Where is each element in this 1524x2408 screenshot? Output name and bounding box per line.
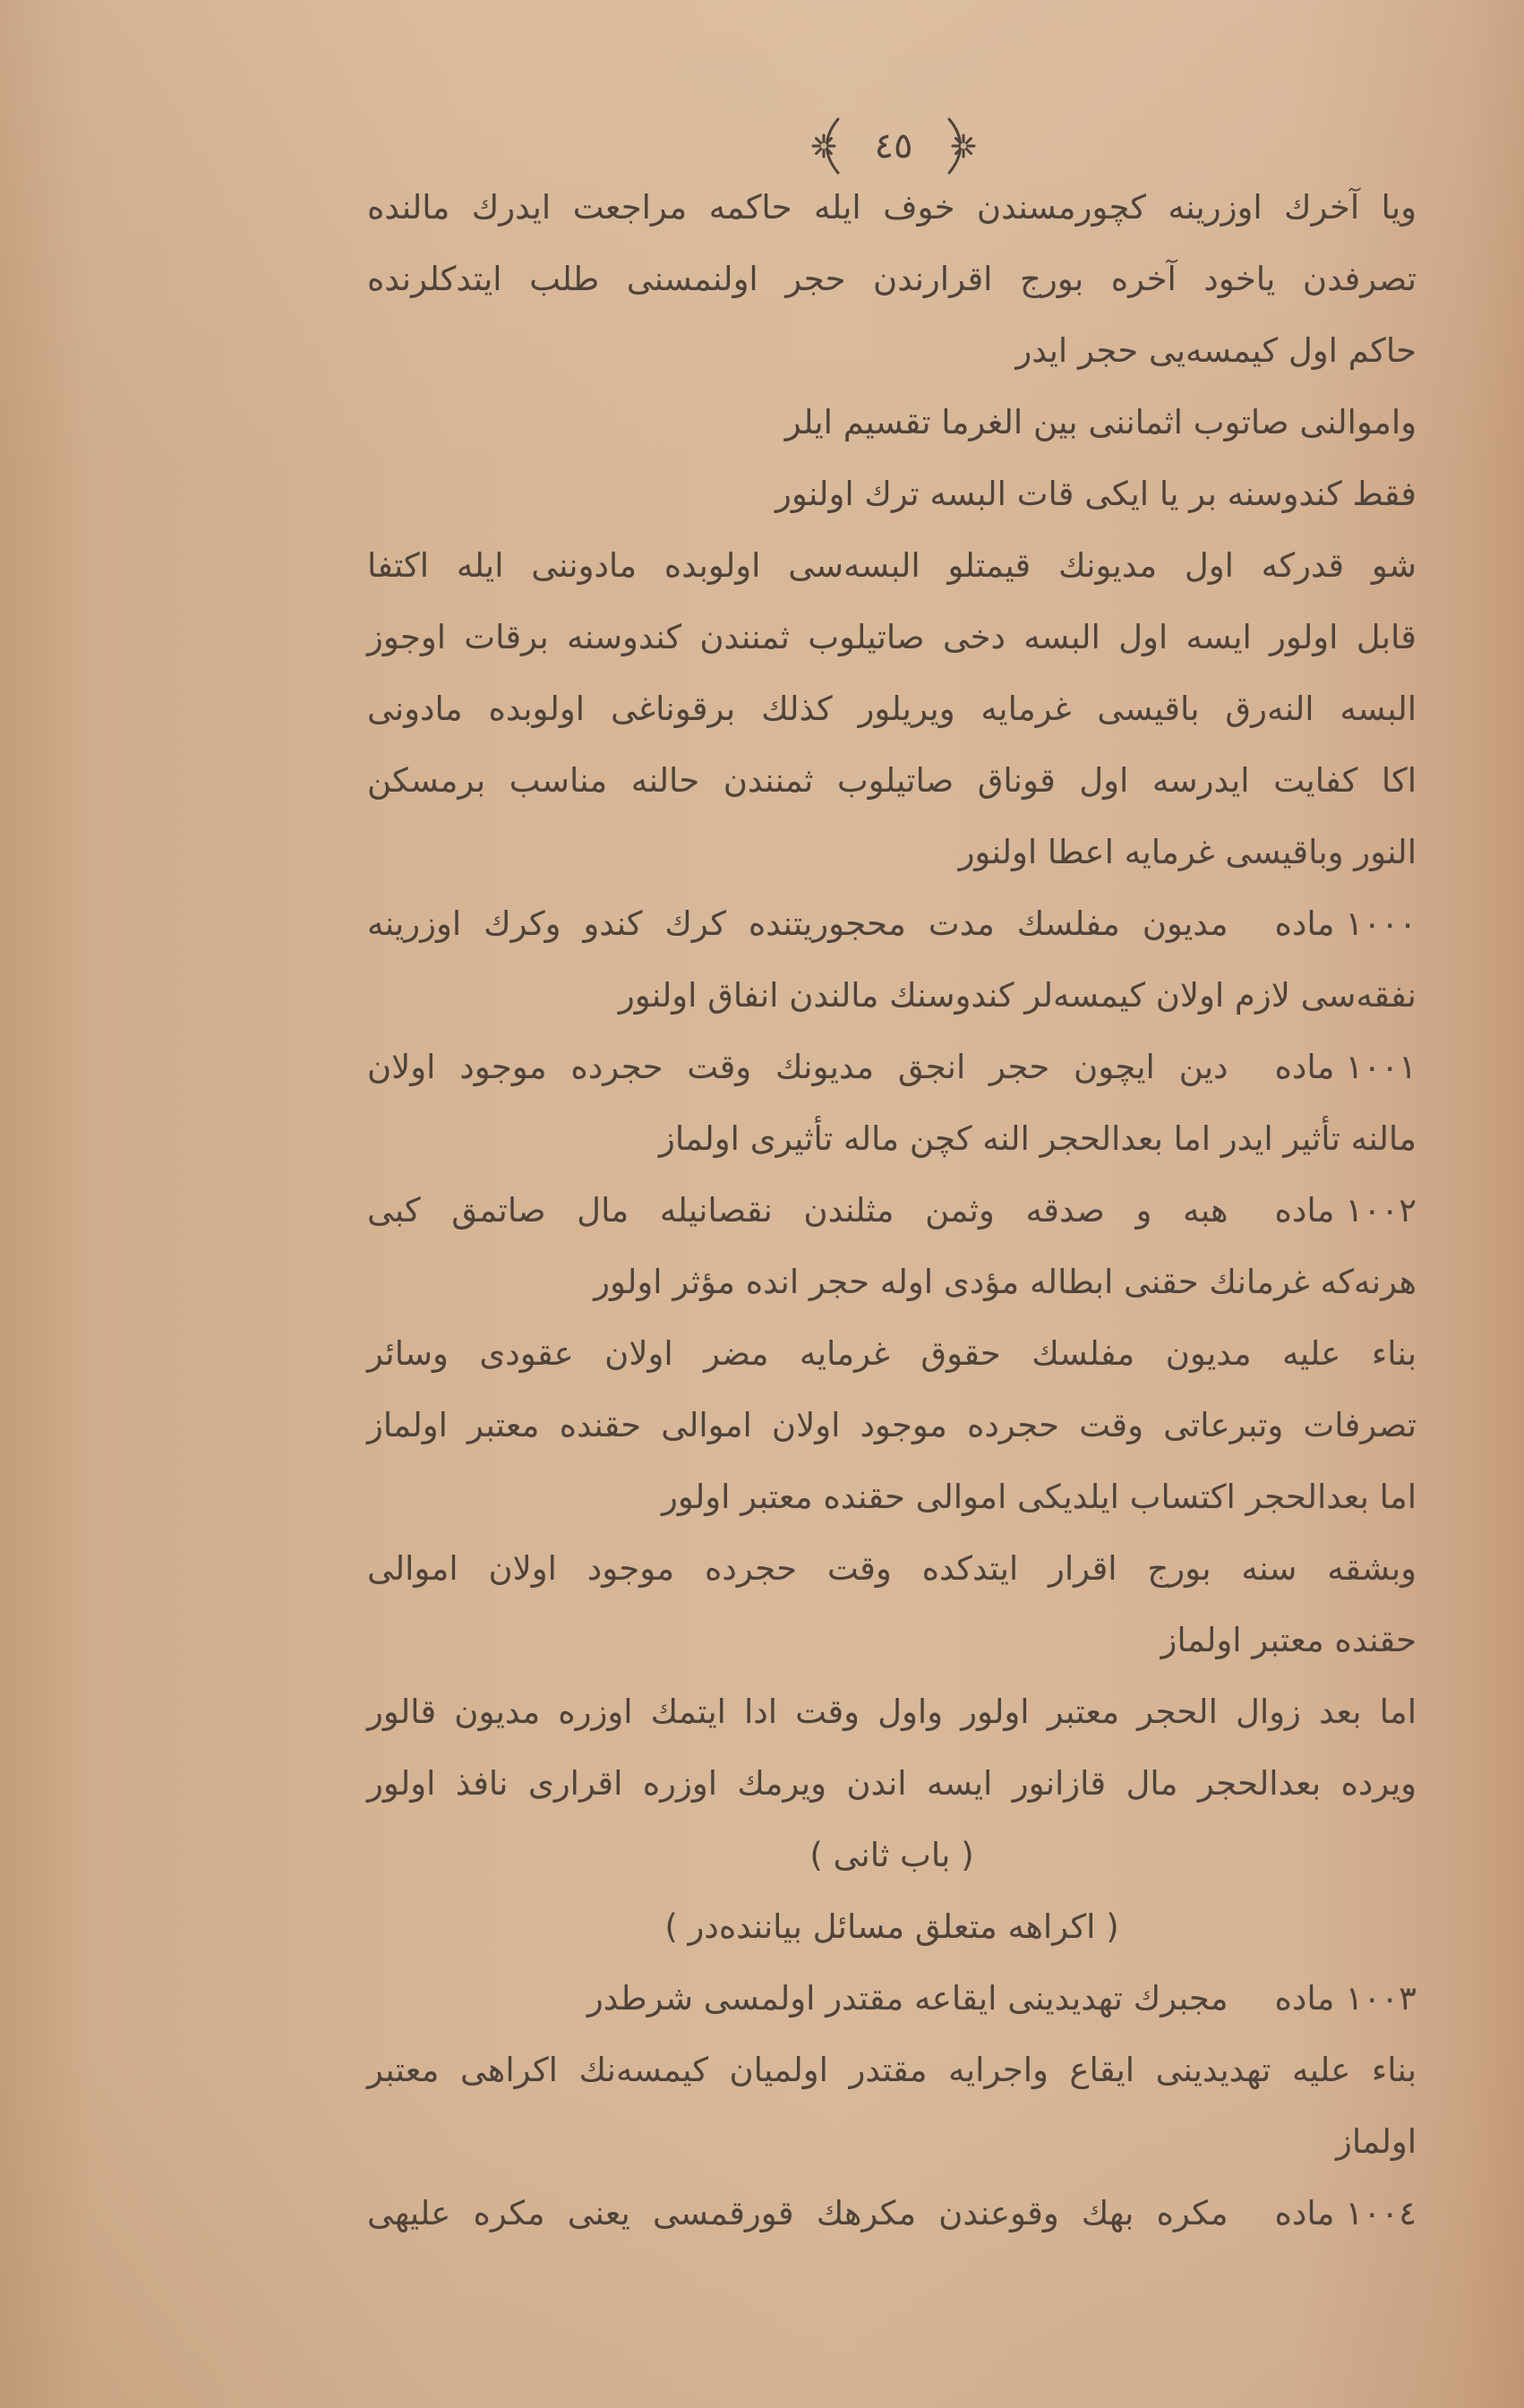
text-line: ویا آخرك اوزرینه كچورمسندن خوف ایله حاكمه مراجعت ایدرك مالنده (367, 188, 1417, 227)
article-label: ماده (1274, 1979, 1335, 2018)
article-label: ماده (1274, 904, 1335, 943)
article-line-1001 (367, 1032, 1417, 1103)
text-line: قابل اولور ایسه اول البسه دخی صاتیلوب ثمنندن كندوسنه برقات اوجوز (367, 618, 1417, 656)
text-line: اما بعدالحجر اكتساب ایلدیكی اموالی حقنده معتبر اولور (662, 1478, 1417, 1516)
text-line: تصرفات وتبرعاتی وقت حجرده موجود اولان اموالی حقنده معتبر اولماز (367, 1406, 1417, 1444)
chapter-subheading: ( اكراهه متعلق مسائل بیاننده‌در ) (664, 1907, 1119, 1946)
text-line: حقنده معتبر اولماز (1160, 1621, 1417, 1659)
article-text: مكره بهك وقوعندن مكرهك قورقمسی یعنی مكره علیهی (367, 2194, 1229, 2232)
text-line: هرنه‌كه غرمانك حقنی ابطاله مؤدی اوله حجر انده مؤثر اولور (594, 1263, 1417, 1301)
article-text: مجبرك تهدیدینی ایقاعه مقتدر اولمسی شرطدر (586, 1979, 1229, 2018)
text-line: نفقه‌سی لازم اولان كیمسه‌لر كندوسنك مالندن انفاق اولنور (618, 976, 1417, 1015)
article-number: ١٠٠٢ (1345, 1191, 1417, 1230)
text-line: اما بعد زوال الحجر معتبر اولور واول وقت ادا ایتمك اوزره مدیون قالور (367, 1692, 1417, 1731)
article-text: هبه و صدقه وثمن مثلندن نقصانیله مال صاتمق كبی (367, 1191, 1229, 1230)
text-line: تصرفدن یاخود آخره بورج اقرارندن حجر اولنمسنی طلب ایتدكلرنده (367, 260, 1417, 298)
star-ornament-left-icon (809, 116, 846, 176)
article-line-1000 (367, 888, 1417, 960)
star-ornament-right-icon (941, 116, 979, 176)
text-line: النور وباقیسی غرمایه اعطا اولنور (958, 833, 1417, 871)
text-line: ویرده بعدالحجر مال قازانور ایسه اندن ویرمك اوزره اقراری نافذ اولور (367, 1764, 1417, 1803)
article-line-1004 (367, 2178, 1417, 2249)
text-line: بناء علیه تهدیدینی ایقاع واجرایه مقتدر اولمیان كیمسه‌نك اكراهی معتبر (367, 2051, 1417, 2089)
page-number: ٤٥ (874, 125, 913, 167)
text-line: وبشقه سنه بورج اقرار ایتدكده وقت حجرده موجود اولان اموالی (367, 1549, 1417, 1588)
page-body (367, 172, 1417, 2249)
article-text: دین ایچون حجر انجق مدیونك وقت حجرده موجود اولان (367, 1048, 1229, 1086)
text-line: فقط كندوسنه بر یا ایكی قات البسه ترك اولنور (775, 475, 1417, 513)
article-number: ١٠٠٤ (1345, 2194, 1417, 2232)
chapter-heading: ( باب ثانی ) (809, 1836, 974, 1874)
article-text: مدیون مفلسك مدت محجوریتنده كرك كندو وكرك اوزرینه (367, 904, 1229, 943)
text-line: حاكم اول كیمسه‌یی حجر ایدر (1015, 331, 1417, 370)
page-header (809, 115, 979, 177)
text-line: اكا كفایت ایدرسه اول قوناق صاتیلوب ثمنندن حالنه مناسب برمسكن (367, 761, 1417, 800)
article-line-1003 (367, 1963, 1417, 2035)
text-line: مالنه تأثیر ایدر اما بعدالحجر النه كچن ماله تأثیری اولماز (659, 1119, 1417, 1158)
article-label: ماده (1274, 1191, 1335, 1230)
article-number: ١٠٠١ (1345, 1048, 1417, 1086)
article-line-1002 (367, 1175, 1417, 1247)
text-line: اولماز (1336, 2122, 1417, 2161)
article-number: ١٠٠٠ (1345, 904, 1417, 943)
article-number: ١٠٠٣ (1345, 1979, 1417, 2018)
text-line: شو قدركه اول مدیونك قیمتلو البسه‌سی اولوبده مادوننی ایله اكتفا (367, 546, 1417, 585)
text-line: البسه النه‌رق باقیسی غرمایه ویریلور كذلك برقوناغی اولوبده مادونی (367, 690, 1417, 728)
text-line: بناء علیه مدیون مفلسك حقوق غرمایه مضر اولان عقودی وسائر (367, 1334, 1417, 1373)
article-label: ماده (1274, 1048, 1335, 1086)
text-line: واموالنی صاتوب اثماننی بین الغرما تقسیم ایلر (784, 403, 1417, 441)
article-label: ماده (1274, 2194, 1335, 2232)
